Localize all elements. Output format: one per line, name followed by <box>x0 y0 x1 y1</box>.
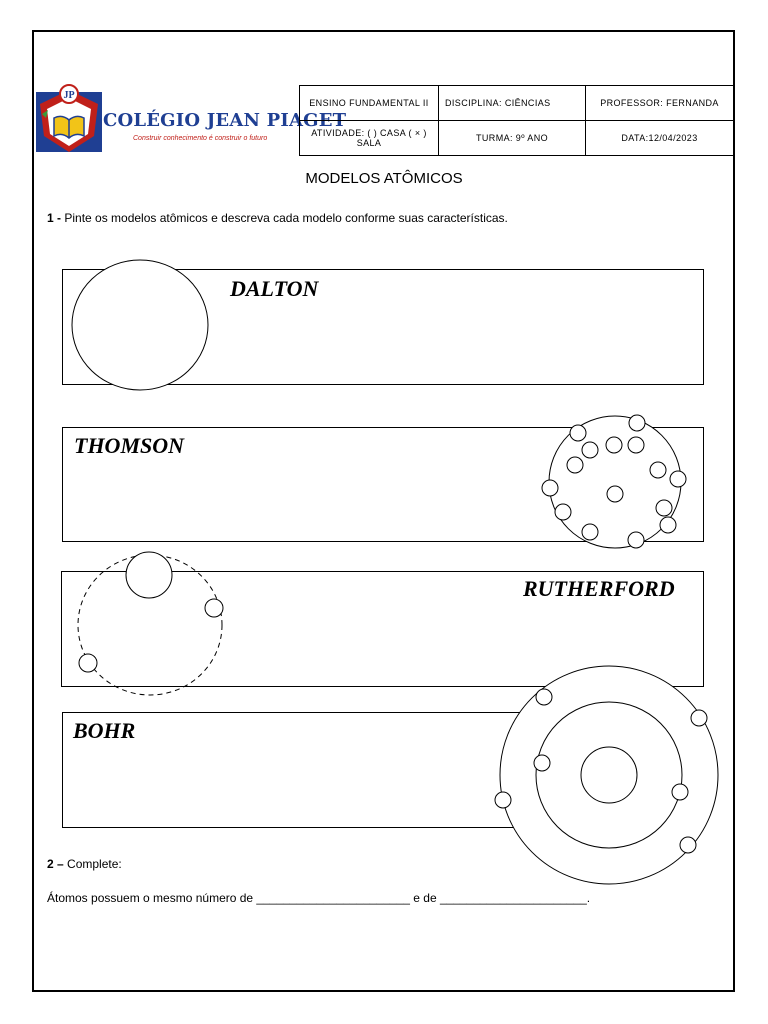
page-title: MODELOS ATÔMICOS <box>305 170 463 187</box>
thomson-label: THOMSON <box>74 433 185 458</box>
question-1-number: 1 - <box>47 211 62 225</box>
bohr-answer-box[interactable] <box>62 712 704 828</box>
question-2 <box>47 857 122 871</box>
question-1 <box>47 211 508 225</box>
bohr-label: BOHR <box>73 718 136 743</box>
level-cell: ENSINO FUNDAMENTAL II <box>300 86 439 121</box>
rutherford-label: RUTHERFORD <box>523 576 675 601</box>
teacher-cell: PROFESSOR: FERNANDA <box>586 86 734 121</box>
logo-initials: JP <box>63 90 75 101</box>
class-cell: TURMA: 9º ANO <box>439 121 586 156</box>
school-name: COLÉGIO JEAN PIAGET <box>103 110 347 131</box>
dalton-label: DALTON <box>230 276 319 301</box>
question-1-text: Pinte os modelos atômicos e descreva cada modelo conforme suas características. <box>61 211 508 225</box>
header-info-table <box>299 85 734 156</box>
dalton-answer-box[interactable] <box>62 269 704 385</box>
question-2-number: 2 – <box>47 857 64 871</box>
question-2-sentence[interactable]: Átomos possuem o mesmo número de _______________________ e de ______________________. <box>47 891 591 905</box>
subject-cell: DISCIPLINA: CIÊNCIAS <box>439 86 586 121</box>
question-2-text: Complete: <box>63 857 122 871</box>
school-slogan: Construir conhecimento é construir o futuro <box>133 135 268 142</box>
activity-cell: ATIVIDADE: ( ) CASA ( × ) SALA <box>300 121 439 156</box>
date-cell: DATA:12/04/2023 <box>586 121 734 156</box>
